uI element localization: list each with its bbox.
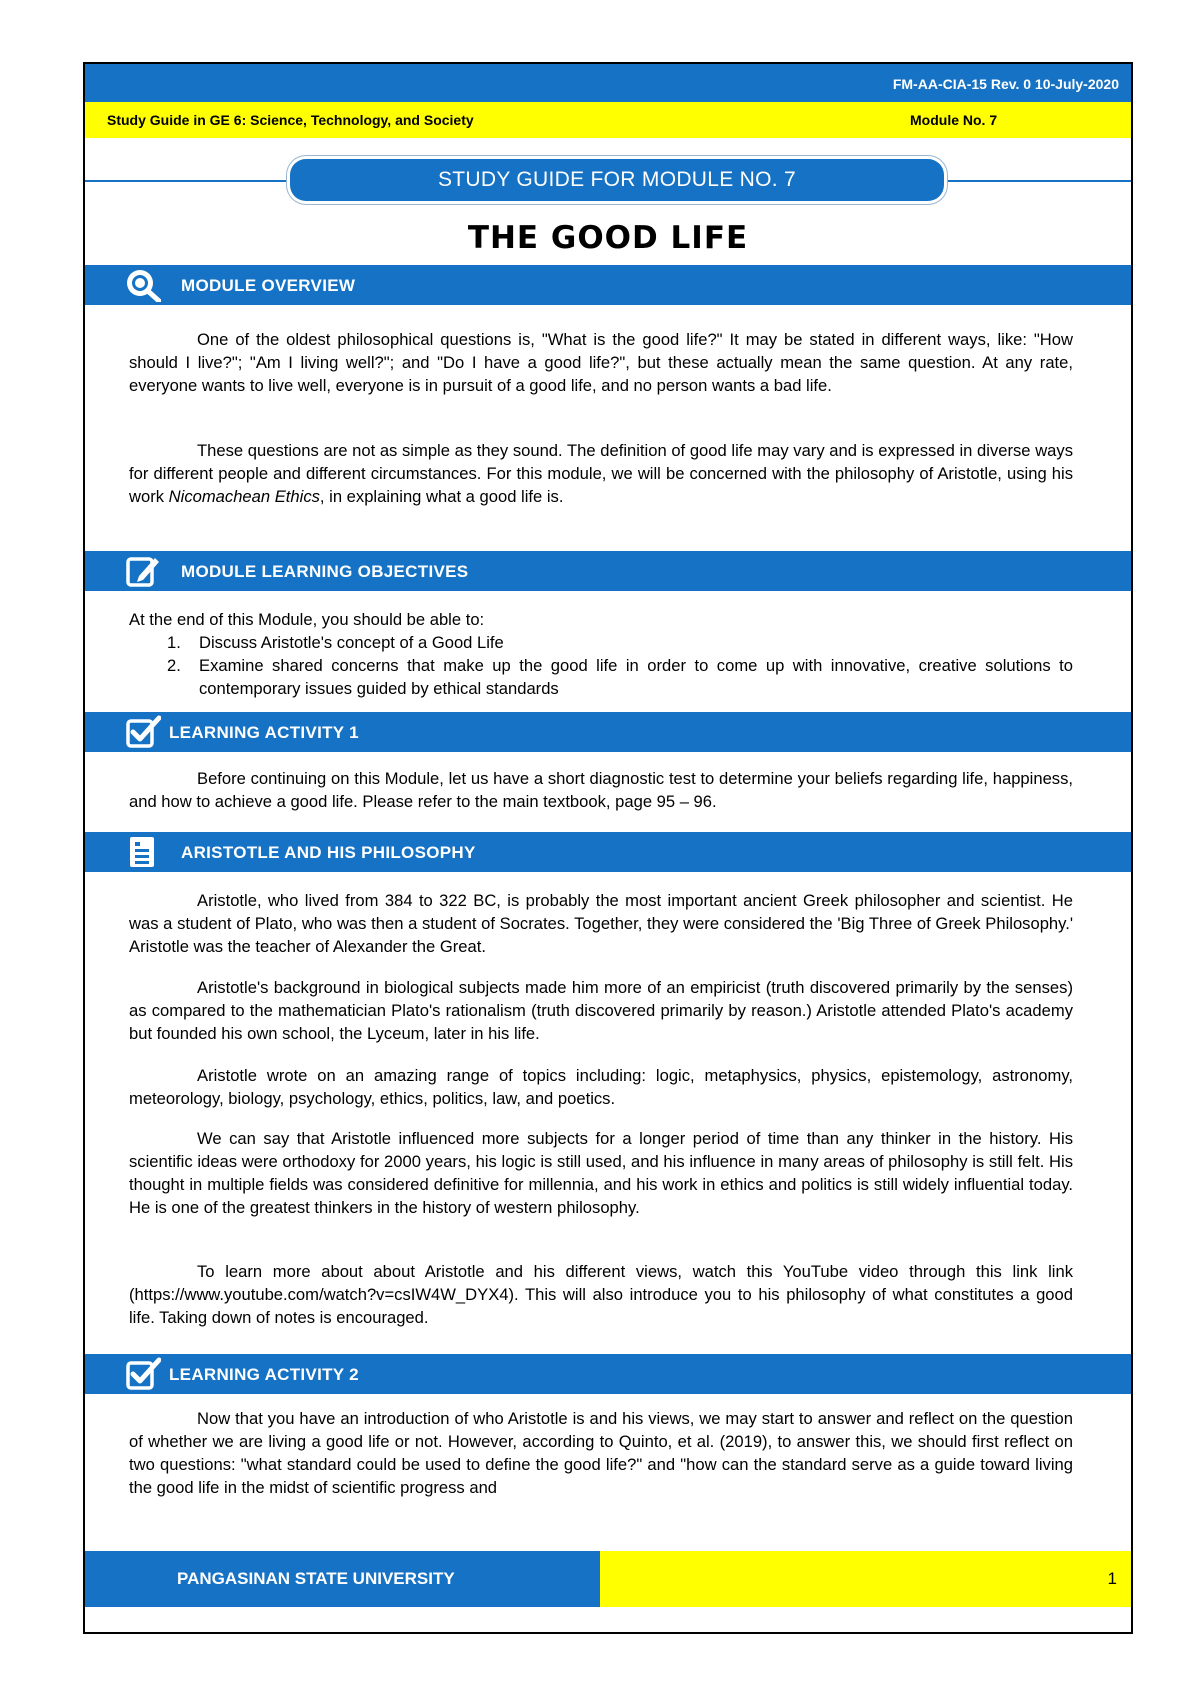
list-item [129,631,1073,654]
footer-university-bar [85,1551,600,1607]
section-heading: MODULE OVERVIEW [181,276,356,295]
university-name: PANGASINAN STATE UNIVERSITY [177,1569,455,1588]
checkbox-icon [125,715,161,749]
book-title: Nicomachean Ethics [168,487,320,506]
page-title: THE GOOD LIFE [467,220,749,256]
study-guide-banner: STUDY GUIDE FOR MODULE NO. 7 [290,159,944,201]
section-header-aristotle [85,832,1131,872]
section-header-activity-2 [85,1354,1131,1394]
aristotle-paragraph-5: To learn more about about Aristotle and his different views, watch this YouTube video through this link link (https://www.youtube.com/watch?v=csIW4W_DYX4). This will also introduce you to his philosophy of what constitutes a good life. Taking down of notes is encouraged. [129,1262,1073,1327]
checkbox-icon [125,1357,161,1391]
activity-1-paragraph: Before continuing on this Module, let us have a short diagnostic test to determine your beliefs regarding life, happiness, and how to achieve a good life. Please refer to the main textbook, page 95 – 96. [129,769,1073,811]
aristotle-paragraph-4: We can say that Aristotle influenced more subjects for a longer period of time than any thinker in the history. His scientific ideas were orthodoxy for 2000 years, his logic is still used, and his influence in many areas of philosophy is still felt. His thought in multiple fields was considered definitive for millennia, and his work in ethics and politics is still widely influential today. He is one of the greatest thinkers in the history of western philosophy. [129,1129,1073,1217]
banner-line-right [943,180,1131,182]
study-guide-label: Study Guide in GE 6: Science, Technology, and Society [107,112,474,128]
form-code-bar [85,64,1131,102]
section-header-objectives [85,551,1131,591]
study-guide-bar [85,102,1131,138]
document-icon [125,835,161,869]
banner-line-left [85,180,295,182]
page-number: 1 [1107,1569,1117,1588]
form-code: FM-AA-CIA-15 Rev. 0 10-July-2020 [892,76,1119,92]
list-number: 2. [167,656,181,675]
section-header-activity-1 [85,712,1131,752]
list-number: 1. [167,633,181,652]
module-label: Module No. 7 [910,112,998,128]
section-heading: MODULE LEARNING OBJECTIVES [181,562,469,581]
list-text: Discuss Aristotle's concept of a Good Life [199,633,504,652]
page-frame [83,62,1133,1634]
section-heading: ARISTOTLE AND HIS PHILOSOPHY [181,843,476,862]
list-item [129,654,1073,700]
aristotle-paragraph-3: Aristotle wrote on an amazing range of topics including: logic, metaphysics, physics, epistemology, astronomy, meteorology, biology, psychology, ethics, politics, law, and poetics. [129,1066,1073,1108]
objectives-intro: At the end of this Module, you should be able to: [129,610,485,629]
objectives-list [129,608,1073,700]
overview-text: These questions are not as simple as they sound. The definition of good life may vary and is expressed in diverse ways for different people and different circumstances. For this module, we will be concerned with the philosophy of Aristotle, using his work [129,441,1073,506]
overview-paragraph-1: One of the oldest philosophical questions is, "What is the good life?" It may be stated in different ways, like: "How should I live?"; "Am I living well?"; and "Do I have a good life?", but these actually mean the same question. At any rate, everyone wants to live well, everyone is in pursuit of a good life, and no person wants a bad life. [129,330,1073,395]
activity-2-paragraph: Now that you have an introduction of who Aristotle is and his views, we may start to answer and reflect on the question of whether we are living a good life or not. However, according to Quinto, et al. (2019), to answer this, we should first reflect on two questions: "what standard could be used to define the good life?" and "how can the standard serve as a guide toward living the good life in the midst of scientific progress and [129,1409,1073,1497]
overview-text: , in explaining what a good life is. [319,487,564,506]
footer-page-bar [600,1551,1131,1607]
aristotle-paragraph-1: Aristotle, who lived from 384 to 322 BC, is probably the most important ancient Greek philosopher and scientist. He was a student of Plato, who was then a student of Socrates. Together, they were considered the 'Big Three of Greek Philosophy.' Aristotle was the teacher of Alexander the Great. [129,891,1073,956]
section-heading: LEARNING ACTIVITY 2 [169,1365,359,1384]
pencil-square-icon [125,554,161,588]
aristotle-paragraph-2: Aristotle's background in biological subjects made him more of an empiricist (truth discovered primarily by the senses) as compared to the mathematician Plato's rationalism (truth discovered primarily by reason.) Aristotle attended Plato's academy but founded his own school, the Lyceum, later in his life. [129,978,1073,1043]
section-heading: LEARNING ACTIVITY 1 [169,723,359,742]
list-text: Examine shared concerns that make up the good life in order to come up with innovative, creative solutions to contemporary issues guided by ethical standards [199,656,1073,698]
section-header-overview [85,265,1131,305]
magnifier-icon [125,268,161,302]
overview-paragraph-2 [129,439,1073,508]
